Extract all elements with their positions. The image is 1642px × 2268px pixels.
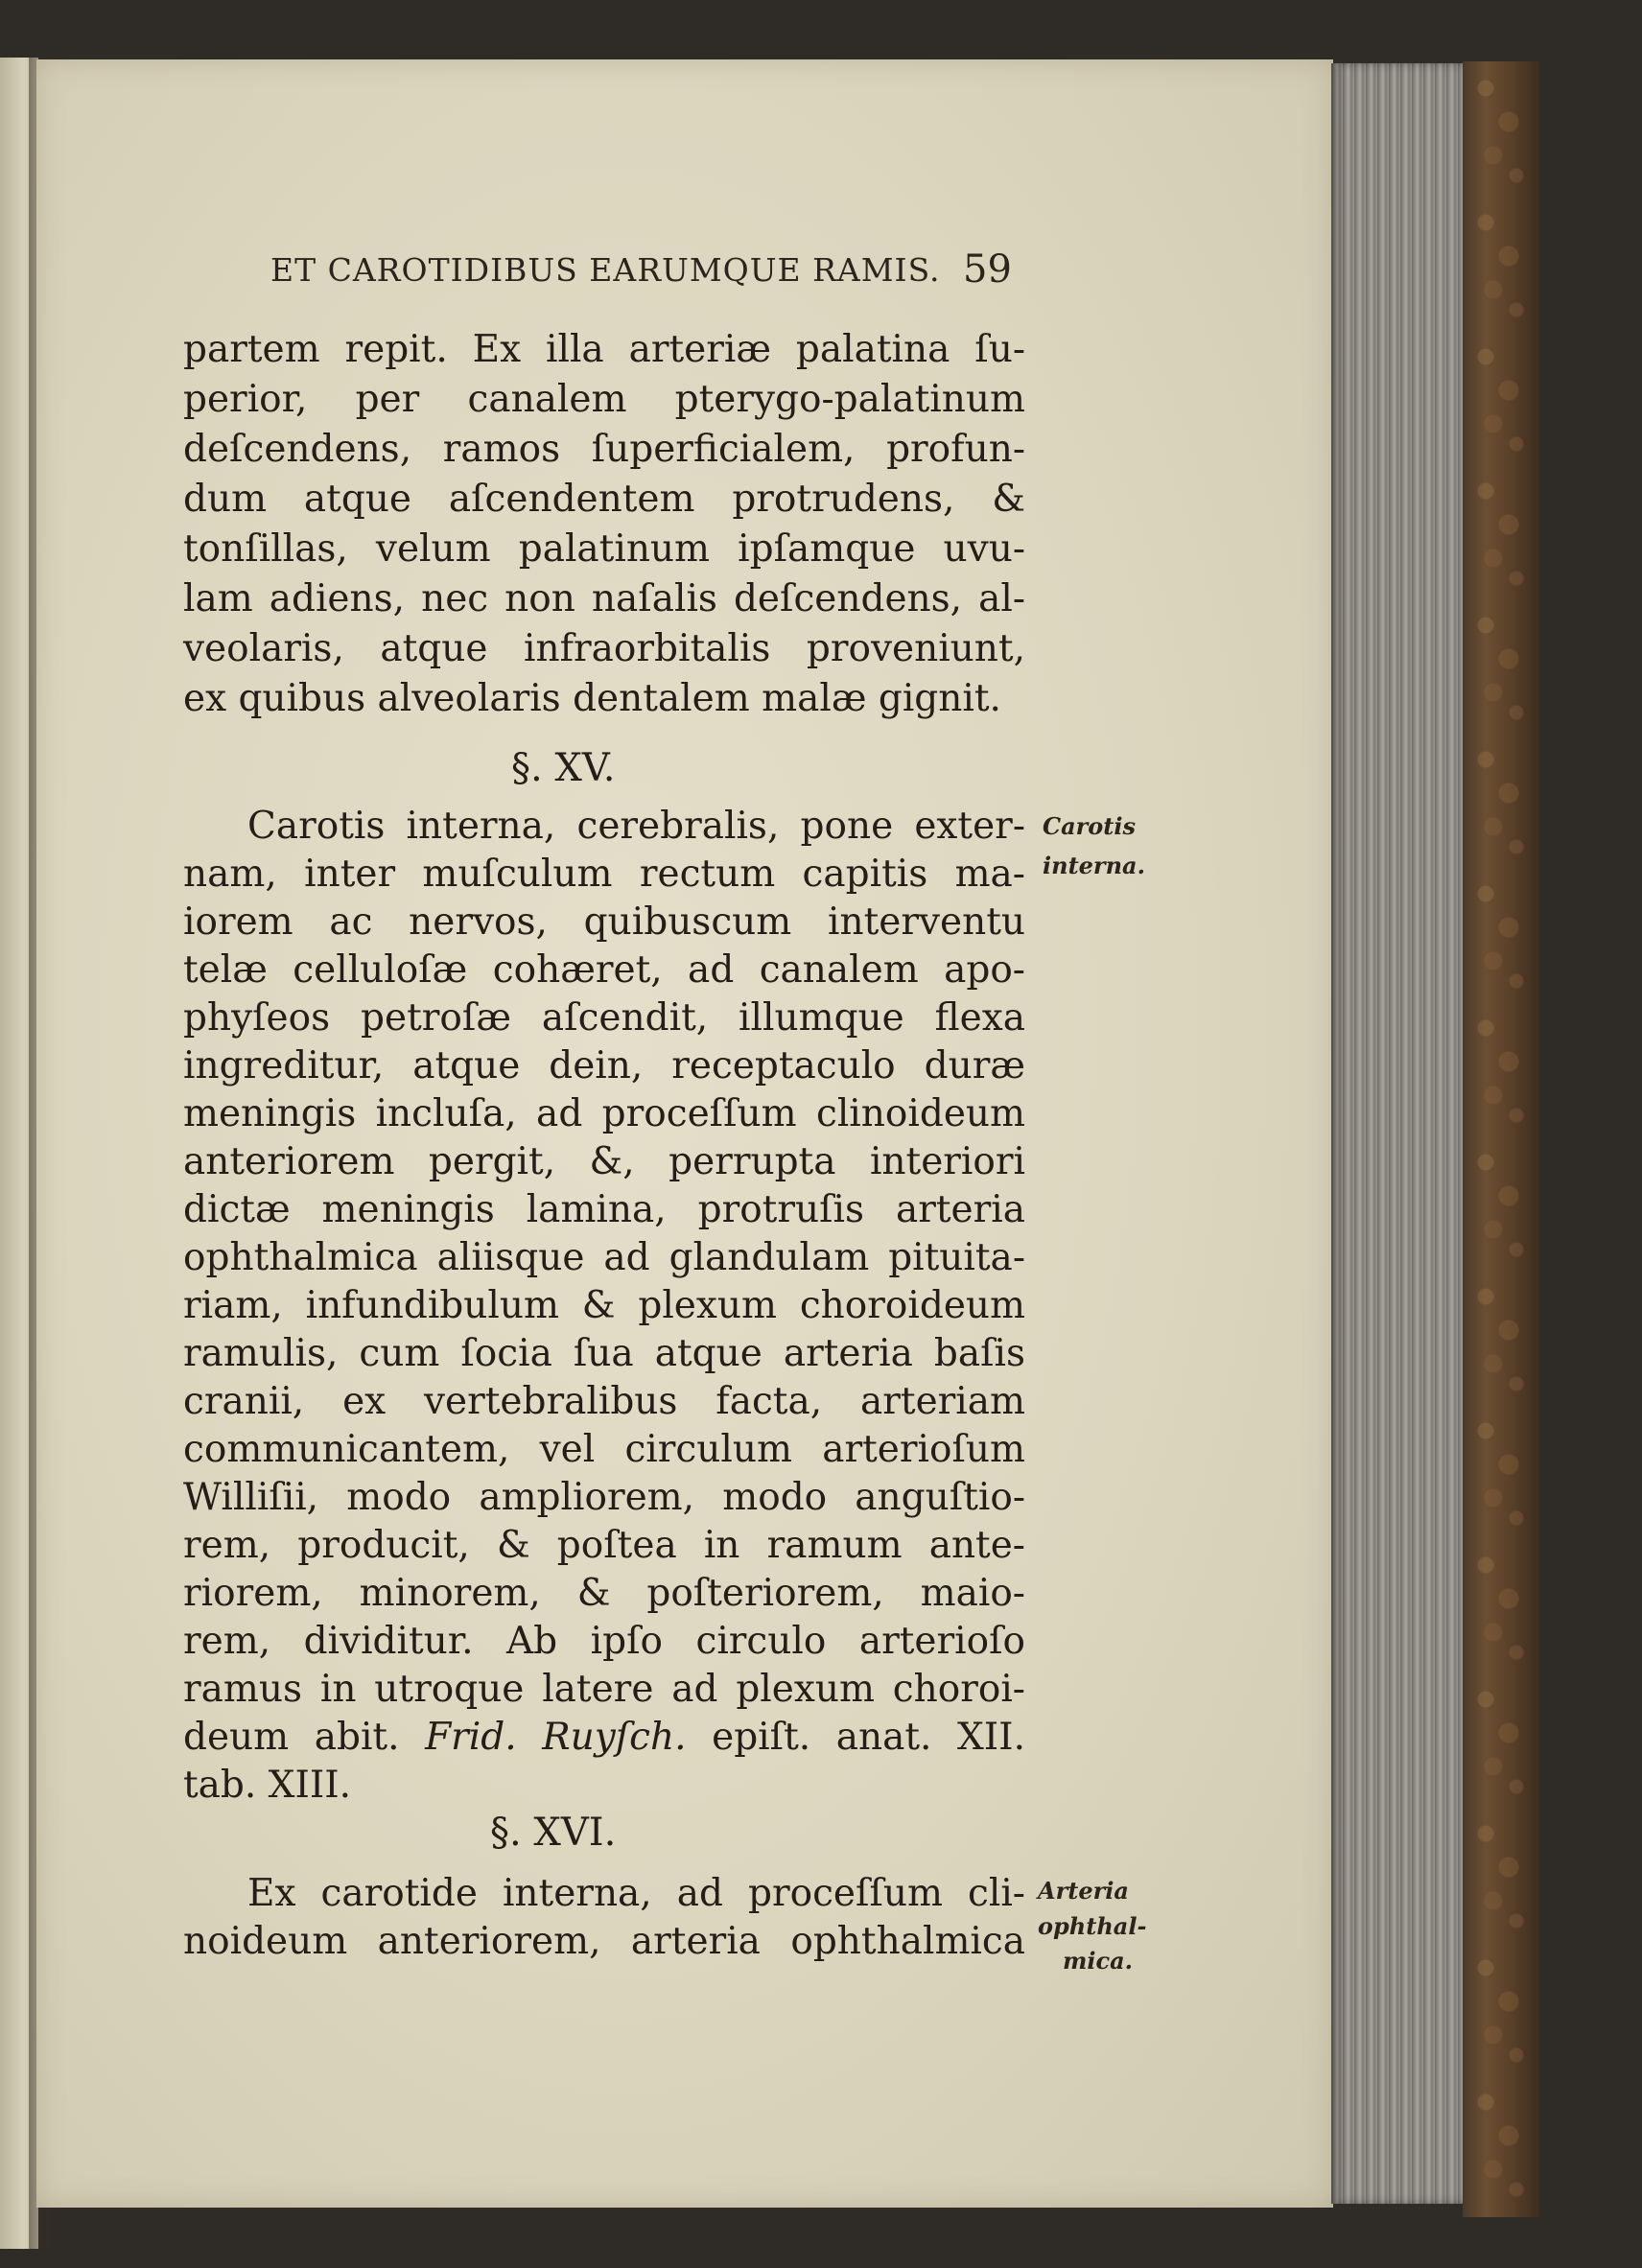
text-line: tab. XIII.	[183, 1764, 352, 1807]
citation-line	[183, 1714, 1025, 1762]
text-line: nam, inter muſculum rectum capitis ma-	[183, 853, 1025, 896]
text-line: telæ celluloſæ cohæret, ad canalem apo-	[183, 948, 1025, 992]
text-line: ex quibus alveolaris dentalem malæ gignit.	[183, 677, 1001, 720]
text-line: ophthalmica aliisque ad glandulam pituita-	[183, 1236, 1025, 1279]
text-line: rem, dividitur. Ab ipſo circulo arterioſo	[183, 1620, 1025, 1663]
text-line: deſcendens, ramos ſuperficialem, profun-	[183, 428, 1025, 471]
citation-rest: epiſt. anat. XII.	[686, 1716, 1025, 1759]
text-line: iorem ac nervos, quibuscum interventu	[183, 900, 1025, 944]
citation-author: Frid. Ruyſch.	[425, 1716, 687, 1759]
text-line: partem repit. Ex illa arteriæ palatina ſu-	[183, 328, 1025, 371]
margin-note-mica: mica.	[1063, 1947, 1134, 1975]
margin-note-interna: interna.	[1043, 852, 1145, 879]
text-line: Williſii, modo ampliorem, modo anguſtio-	[183, 1476, 1025, 1519]
text-line: meningis incluſa, ad proceſſum clinoideum	[183, 1092, 1025, 1135]
cover-texture	[1463, 61, 1539, 2217]
text-line: Ex carotide interna, ad proceſſum cli-	[247, 1872, 1025, 1915]
text-line: dum atque aſcendentem protrudens, &	[183, 478, 1025, 521]
text-line: tonſillas, velum palatinum ipſamque uvu-	[183, 527, 1025, 571]
section-heading-xv: §. XV.	[511, 746, 616, 790]
text-line: ramulis, cum ſocia ſua atque arteria baſis	[183, 1332, 1025, 1375]
book-page	[36, 59, 1333, 2208]
running-head: ET CAROTIDIBUS EARUMQUE RAMIS.	[270, 251, 941, 289]
text-line: communicantem, vel circulum arterioſum	[183, 1428, 1025, 1471]
section-heading-xvi: §. XVI.	[490, 1811, 617, 1855]
book-cover-board	[1463, 61, 1539, 2217]
text-line: ingreditur, atque dein, receptaculo duræ	[183, 1044, 1025, 1087]
text-line: noideum anteriorem, arteria ophthalmica	[183, 1920, 1025, 1963]
text-line: phyſeos petroſæ aſcendit, illumque flexa	[183, 996, 1025, 1040]
text-line: perior, per canalem pterygo-palatinum	[183, 378, 1025, 421]
text-line: veolaris, atque infraorbitalis proveniunt,	[183, 627, 1025, 670]
margin-note-carotis: Carotis	[1043, 812, 1137, 840]
text-line: rem, producit, & poſtea in ramum ante-	[183, 1524, 1025, 1567]
text-line: cranii, ex vertebralibus facta, arteriam	[183, 1380, 1025, 1423]
margin-note-arteria: Arteria	[1038, 1877, 1129, 1905]
page-number: 59	[963, 247, 1012, 292]
text-line: riam, infundibulum & plexum choroideum	[183, 1284, 1025, 1327]
text-line: riorem, minorem, & poſteriorem, maio-	[183, 1572, 1025, 1615]
text-line: Carotis interna, cerebralis, pone exter-	[247, 805, 1025, 848]
citation-lead: deum abit.	[183, 1716, 426, 1759]
page-block-edge	[1331, 63, 1467, 2204]
margin-note-ophthal: ophthal-	[1038, 1912, 1147, 1940]
text-line: anteriorem pergit, &, perrupta interiori	[183, 1140, 1025, 1183]
text-line: ramus in utroque latere ad plexum choroi-	[183, 1668, 1025, 1711]
text-line: dictæ meningis lamina, protruſis arteria	[183, 1188, 1025, 1231]
text-line: lam adiens, nec non naſalis deſcendens, al-	[183, 577, 1025, 620]
